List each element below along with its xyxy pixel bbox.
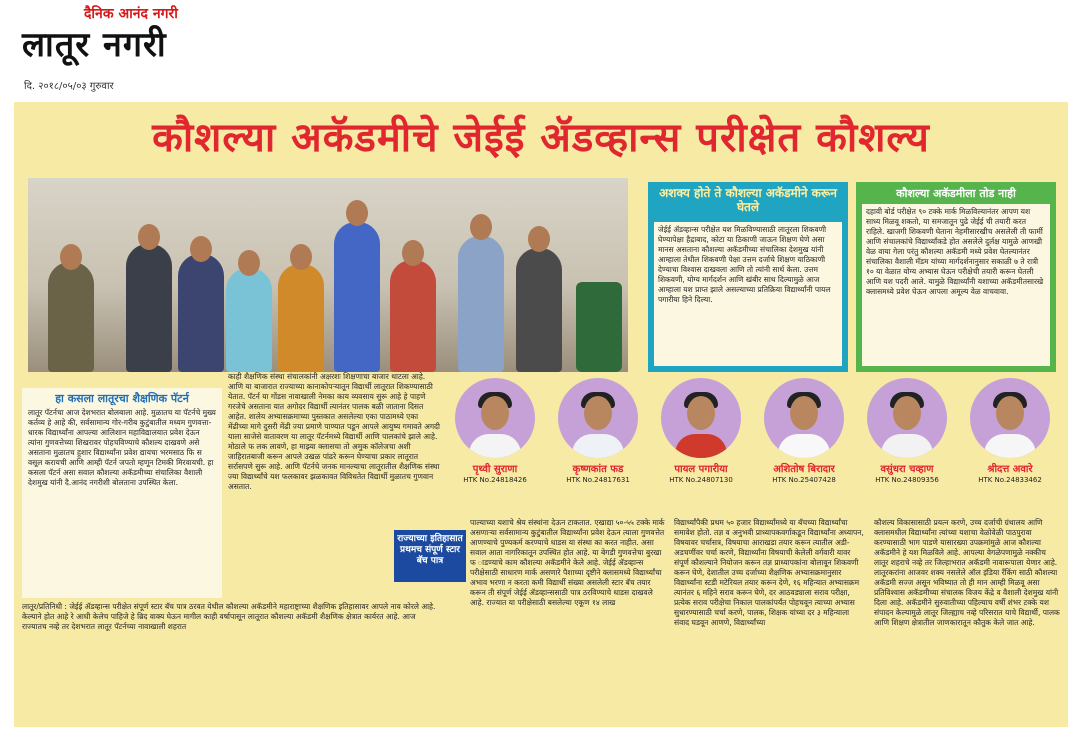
group-photo [28,178,628,372]
student-photo [867,378,947,458]
article-column-a: पाल्याच्या यशाचे श्रेय संस्थांना देऊन टाकतात. एखाद्या ५०-५५ टक्के मार्क असणाऱ्या सर्वसामान्य कुटुंबातील विद्यार्थ्यांना प्रवेश देऊन त्याला गुणवत्तेत आणण्याचे पुण्यकर्म करण्याचे धाडस या संस्था का करत नाहीत. असा सवाल आता नागरिकातून उपस्थित होत आहे. या बेगडी गुणवत्तेचा बुरखा फ ाडण्याचे काम कौशल्या अकॅडमीने केले आहे. जेईई ॲडव्हान्स परीक्षेसाठी साधारण मार्क असणारे पैशाच्या दृष्टीने क्लासमध्ये विद्यार्थ्यांचा अभाव भरणा न करता कमी विद्यार्थी संख्या असलेली स्टार बॅच तयार करून ती संपूर्ण जेईई ॲडव्हान्ससाठी पात्र ठरविण्याचे धाडस दाखवले आहे. राज्यात या परीक्षेसाठी बसलेल्या एकूण १४ लाख [470,518,665,607]
testimonial-green-title: कौशल्या अकॅडमीला तोड नाही [896,187,1016,200]
star-batch-badge: राज्याच्या इतिहासात प्रथमच संपूर्ण स्टार बॅच पात्र [394,530,466,582]
student-card [755,378,853,484]
sidebar-article [22,388,222,598]
student-name: पृथ्वी सुराणा [472,464,518,475]
dateline: दि. २०१८/०५/०३ गुरुवार [24,81,114,92]
student-htk: HTK No.25407428 [772,476,836,484]
student-card [858,378,956,484]
student-name: श्रीदत्त अवारे [987,464,1033,475]
testimonial-green-body: दहावी बोर्ड परीक्षेत ९० टक्के मार्क मिळविल्यानंतर आपण यश साध्य मिळवू शकतो, या समजातून पुढे जेईई ची तयारी करत राहिले. खाजगी शिकवणी घेताना नेहमीसारखीच असलेली ती फार्मी आणि संचालकांचे विद्यार्थ्यांकडे होत असलेले दुर्लक्ष यामुळे आणखी वेळ वाया गेला परंतु कौशल्या अकॅडमी मध्ये प्रवेश घेतल्यानंतर संचालिका वैशाली मॅडम यांच्या मार्गदर्शनानुसार सकाळी ७ ते रात्री १० या वेळात योग्य अभ्यास घेऊन परीक्षेची तयारी करून घेतली आणि यश पदरी आले. यामुळे विद्यार्थ्यांनी यशाच्या अकॅडमीतसारखे क्लासमध्ये प्रवेश घेऊन आपला अमूल्य वेळ वाचवावा. [862,204,1050,366]
student-photo [455,378,535,458]
student-gallery [446,378,1062,510]
newspaper-name: लातूर नगरी [22,25,167,65]
student-htk: HTK No.24807130 [669,476,733,484]
testimonial-box-green [856,182,1056,372]
student-photo [558,378,638,458]
student-card [446,378,544,484]
student-name: पायल पगारीया [674,464,728,475]
testimonial-cyan-title: अशक्य होते ते कौशल्या अकॅडमीने करून घेतले [659,186,837,214]
student-photo [764,378,844,458]
student-htk: HTK No.24809356 [875,476,939,484]
article-lead: लातूर/प्रतिनिधी : जेईई ॲडव्हान्स परीक्षेत संपूर्ण स्टार बॅच पात्र ठरवत येथील कौशल्या अकॅडमीने महाराष्ट्राच्या शैक्षणिक इतिहासावर आपले नाव कोरले आहे. केल्याने होत आहे रे आधी केलेच पाहिजे हे ब्रिद वाक्य घेऊन मागील काही वर्षापासून लातूरात कौशल्या अकॅडमी शैक्षणिक क्षेत्रात कार्यरत आहे. आज राज्यातच नव्हे तर देशभरात लातूर पॅटर्नच्या नावाखाली शहरात [22,602,436,631]
student-card [961,378,1059,484]
student-name: कृष्णकांत फड [572,464,624,475]
newspaper-tagline: दैनिक आनंद नगरी [84,6,178,22]
student-photo [970,378,1050,458]
headline: कौशल्या अकॅडमीचे जेईई ॲडव्हान्स परीक्षेत कौशल्य [152,115,930,161]
student-htk: HTK No.24818426 [463,476,527,484]
article-column-mid: काही शैक्षणिक संस्था संचालकांनी अक्षरशः शिक्षणाचा बाजार थाटला आहे. आणि या बाजारात राज्याच्या कानाकोपऱ्यातून विद्यार्थी लातूरात शिकण्यासाठी येतात. पॅटर्न या गोंडस नावाखाली नेमका काय व्यवसाय सुरू आहे हे पाहणे गरजेचे असताना यात अगोदर विद्यार्थी त्यानंतर पालक बळी जाताना दिसत आहेत. शालेय अभ्यासक्रमाच्या पुस्तकात असलेल्या एका पाठामध्ये एका मेंढीच्या मागे दुसरी मेंढी ज्या प्रमाणे पाण्यात पडून आपले आयुष्य गमावते अगदी याला साजेसे वातावरण या लातूर पॅटर्नमध्ये विद्यार्थी आणि पालकांचे झाले आहे. मोठाले फ लक लावणे, हा माझ्या क्लासचा तो अमुक कॉलेजचा अशी जाहिरातबाजी करून आपले उखळ पांढरे करून घेण्याचा प्रकार लातूरात सर्रासपणे सुरू आहे. आणि पॅटर्नचे जनक मानल्याचा लातूरातील शैक्षणिक संस्था ज्या विद्यार्थ्यांचे यश फलकावर झळकावत विविधतेत विद्यार्थी मुळातच गुणवान असतात. [228,372,440,491]
student-card [549,378,647,484]
article-column-c: कौशल्य विकासासाठी प्रयत्न करणे, उच्च दर्जाची ग्रंथालय आणि क्लासमधील विद्यार्थ्यांना त्यांच्या यशाचा वेळोवेळी पाठपुरावा करण्यासाठी भाग पाडणे यासारख्या उपक्रमांमुळे आज कौशल्या अकॅडमीने हे यश मिळविले आहे. आपल्या वेगळेपणामुळे नक्कीच लातूर शहराचे नव्हे तर जिल्हाभरात अकॅडमी नावारूपाला येणार आहे. लातूरकरांना आजवर शक्य नसलेले ऑल इंडिया रँकिंग साठी कौशल्या अकॅडमी सज्ज असून भविष्यात तो ही मान आम्ही मिळवू असा प्रतिविश्वास अकॅडमीच्या संचालक विजय केंद्रे व वैशाली देशमुख यांनी दिला आहे. अकॅडमीने सुरुवातीच्या पहिल्याच वर्षी शंभर टक्के यश संपादन केल्यामुळे लातूर जिल्ह्याच नव्हे परिसरात याचे विद्यार्थी, पालक आणि शिक्षण क्षेत्रातील जाणकारातून कौतुक केले जात आहे. [874,518,1060,627]
student-htk: HTK No.24817631 [566,476,630,484]
student-photo [661,378,741,458]
student-name: वसुंधरा चव्हाण [880,464,934,475]
article-column-b: विद्यार्थ्यांपैकी प्रथम ५० हजार विद्यार्थ्यांमध्ये या बॅचच्या विद्यार्थ्यांचा समावेश होतो. तज्ञ व अनुभवी प्राध्यापकवर्गाकडून विद्यार्थ्यांना अध्यापन, विषयावर चर्चासत्र, विषयाचा आराखडा तयार करून त्यातील अडी-अडचणींवर चर्चा करणे, विद्यार्थ्यांना विषयाची केलेली वर्गवारी यावर संपूर्ण कौशल्याने नियोजन करून तज्ञ प्राध्यापकांना बोलावून शिकवणी करून घेणे, देशातील उच्च दर्जाच्या शैक्षणिक अभ्यासक्रमानुसार विद्यार्थ्यांना स्टडी मटेरियल तयार करून देणे, १६ महिन्यात अभ्यासक्रम त्यानंतर ६ महिने सराव करून घेणे, दर आठवड्याला सराव परीक्षा, प्रत्येक सराव परीक्षेचा निकाल पालकांपर्यंत पोहचवून त्याच्या अभ्यास सुधारण्यासाठी चर्चा करणे, पालक, शिक्षक यांच्या दर ३ महिन्याला संवाद घडवून आणणे, विद्यार्थ्यांच्या [674,518,864,627]
student-htk: HTK No.24833462 [978,476,1042,484]
testimonial-cyan-body: जेईई ॲडव्हान्स परीक्षेत यश मिळविण्यासाठी लातूरला शिकवणी घेण्यापेक्षा हैद्राबाद, कोटा या ठिकाणी जाऊन शिक्षण घेणे असा मानस असताना कौशल्या अकॅडमीच्या संचालिका देशमुख यांनी आम्हाला तेथील शिकवणी पेक्षा उत्तम दर्जाचे शिक्षण याठिकाणी देण्याचा विश्वास दाखवला आणि तो त्यांनी सार्थ केला. उत्तम शिकवणी, योग्य मार्गदर्शन आणि खंबीर साथ दिल्यामुळे आज आम्हाला यश प्राप्त झाले असल्याच्या प्रतिक्रिया विद्यार्थ्यांनी पायल पगारीया हिने दिल्या. [654,222,842,366]
sidebar-article-body: लातूर पॅटर्नचा आज देशभरात बोलबाला आहे. मुळातच या पॅटर्नचे मुख्य कर्तव्य हे आहे की, सर्वसामान्य गोर-गरीब कुटुंबातील मध्यम गुणवत्ता-धारक विद्यार्थ्यांना आपल्या आलिशान महाविद्यालयात प्रवेश देऊन त्यांना गुणवत्तेच्या शिखरावर पोहचविण्याचे कौशल्य दाखवणे असे असताना मुळातच हुशार विद्यार्थ्यांना प्रवेश द्यायचा भरमसाठ फि स वसूल करायची आणि आम्ही पॅटर्न जपतो म्हणून टिमकी मिरवायची. हा कसला पॅटर्न असा सवाल कौशल्या अकॅडमीच्या संचालिका वैशाली देशमुख यांनी दै.आनंद नगरीशी बोलताना उपस्थित केला. [28,408,216,487]
news-clipping [14,102,1068,727]
student-card [652,378,750,484]
sidebar-article-title: हा कसला लातूरचा शैक्षणिक पॅटर्न [55,392,189,405]
student-name: अशितोष बिरादार [773,464,835,475]
masthead [0,0,1080,100]
testimonial-box-cyan [648,182,848,372]
